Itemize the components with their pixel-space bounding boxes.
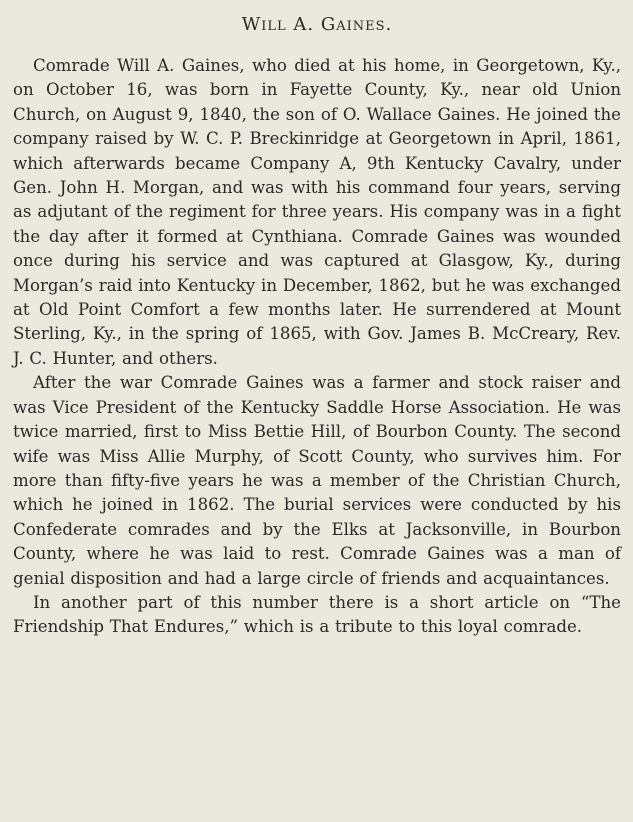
article-title: Will A. Gaines. [241,14,393,35]
paragraph-later-life: After the war Comrade Gaines was a farmer and stock raiser and was Vice President of the Kentucky Saddle Horse Association. He was twice married, first to Miss Bettie Hill, of Bourbon County. The second wife was Miss Allie Murphy, of Scott County, who survives him. For more than fifty-five years he was a member of the Christian Church, which he joined in 1862. The burial services were conducted by his Confederate comrades and by the Elks at Jacksonville, in Bourbon County, where he was laid to rest. Comrade Gaines was a man of genial disposition and had a large circle of friends and acquaintances. [13,373,621,588]
paragraph-military-service: Comrade Will A. Gaines, who died at his home, in Georgetown, Ky., on October 16, was born in Fayette County, Ky., near old Union Church, on August 9, 1840, the son of O. Wallace Gaines. He joined the company raised by W. C. P. Breckinridge at Georgetown in April, 1861, which afterwards became Company A, 9th Kentucky Cavalry, under Gen. John H. Morgan, and was with his command four years, serving as adjutant of the regiment for three years. His company was in a fight the day after it formed at Cynthiana. Comrade Gaines was wounded once during his service and was captured at Glasgow, Ky., during Morgan’s raid into Kentucky in December, 1862, but he was exchanged at Old Point Comfort a few months later. He surrendered at Mount Sterling, Ky., in the spring of 1865, with Gov. James B. McCreary, Rev. J. C. Hunter, and others. [13,56,621,368]
article-body [13,54,621,640]
paragraph-related-article: In another part of this number there is a short article on “The Friendship That Endures,” which is a tribute to this loyal comrade. [13,592,621,637]
